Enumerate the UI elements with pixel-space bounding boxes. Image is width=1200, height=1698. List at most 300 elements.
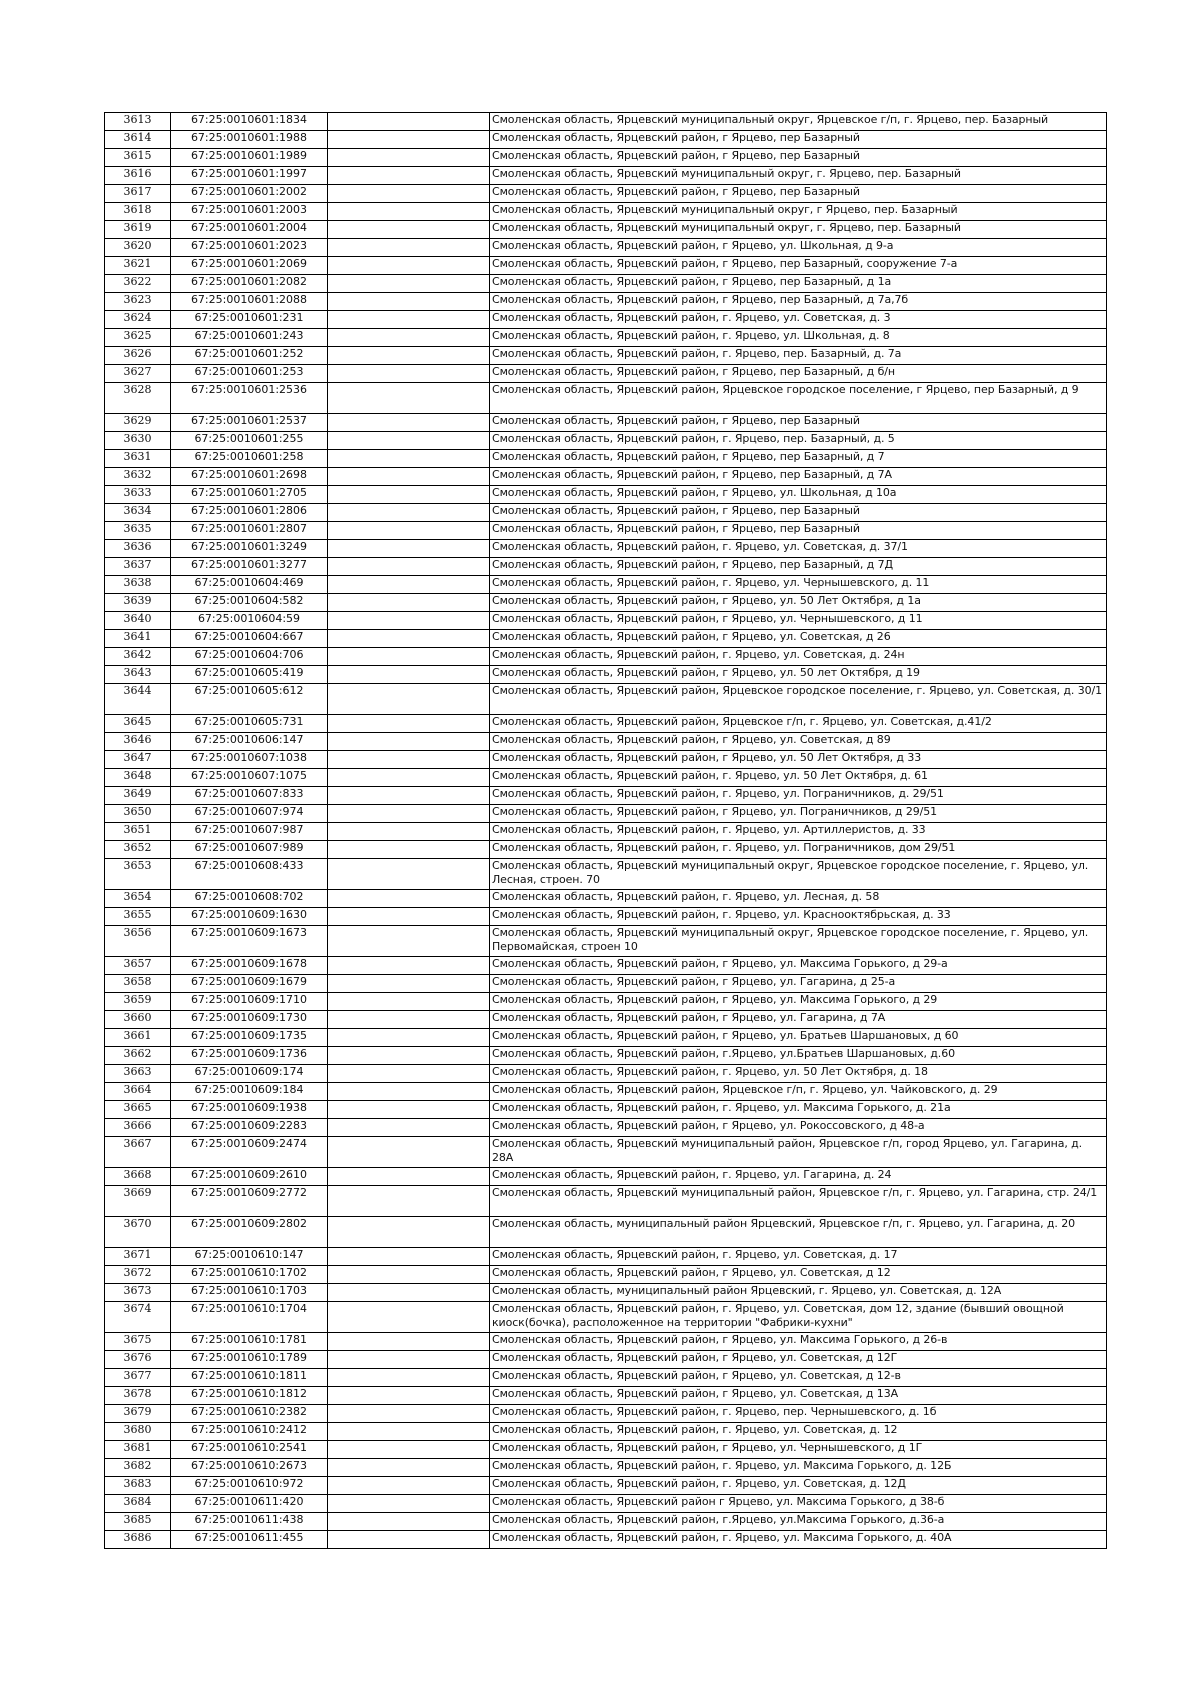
row-number-cell: 3671 bbox=[105, 1248, 171, 1266]
empty-cell bbox=[328, 957, 490, 975]
empty-cell bbox=[328, 257, 490, 275]
table-row bbox=[105, 715, 1107, 733]
empty-cell bbox=[328, 733, 490, 751]
table-row bbox=[105, 1477, 1107, 1495]
row-number-cell: 3637 bbox=[105, 558, 171, 576]
address-cell: Смоленская область, Ярцевский район, г Ярцево, пер Базарный, д б/н bbox=[490, 365, 1107, 383]
cadastral-number-cell: 67:25:0010601:253 bbox=[171, 365, 328, 383]
empty-cell bbox=[328, 1047, 490, 1065]
address-cell: Смоленская область, Ярцевский муниципальный округ, г. Ярцево, пер. Базарный bbox=[490, 167, 1107, 185]
row-number-cell: 3668 bbox=[105, 1168, 171, 1186]
table-row bbox=[105, 1047, 1107, 1065]
row-number-cell: 3662 bbox=[105, 1047, 171, 1065]
row-number-cell: 3654 bbox=[105, 890, 171, 908]
empty-cell bbox=[328, 1217, 490, 1248]
address-cell: Смоленская область, Ярцевский район г Ярцево, ул. Максима Горького, д 38-б bbox=[490, 1495, 1107, 1513]
row-number-cell: 3645 bbox=[105, 715, 171, 733]
address-cell: Смоленская область, Ярцевский район, г Ярцево, ул. Советская, д 12 bbox=[490, 1266, 1107, 1284]
row-number-cell: 3617 bbox=[105, 185, 171, 203]
address-cell: Смоленская область, Ярцевский район, г Ярцево, ул. Рокоссовского, д 48-а bbox=[490, 1119, 1107, 1137]
row-number-cell: 3684 bbox=[105, 1495, 171, 1513]
empty-cell bbox=[328, 486, 490, 504]
cadastral-number-cell: 67:25:0010607:989 bbox=[171, 841, 328, 859]
empty-cell bbox=[328, 1369, 490, 1387]
empty-cell bbox=[328, 365, 490, 383]
table-row bbox=[105, 1065, 1107, 1083]
address-cell: Смоленская область, Ярцевский район, Ярцевское г/п, г. Ярцево, ул. Чайковского, д. 29 bbox=[490, 1083, 1107, 1101]
address-cell: Смоленская область, Ярцевский район, г Ярцево, ул. Чернышевского, д 1Г bbox=[490, 1441, 1107, 1459]
address-cell: Смоленская область, Ярцевский муниципальный округ, Ярцевское городское поселение, г. Ярцево, ул. Лесная, строен. 70 bbox=[490, 859, 1107, 890]
address-cell: Смоленская область, Ярцевский район, г Ярцево, ул. Советская, д 12-в bbox=[490, 1369, 1107, 1387]
empty-cell bbox=[328, 1119, 490, 1137]
cadastral-number-cell: 67:25:0010610:1703 bbox=[171, 1284, 328, 1302]
row-number-cell: 3658 bbox=[105, 975, 171, 993]
empty-cell bbox=[328, 414, 490, 432]
empty-cell bbox=[328, 1513, 490, 1531]
address-cell: Смоленская область, Ярцевский район, г Ярцево, ул. 50 Лет Октября, д 33 bbox=[490, 751, 1107, 769]
empty-cell bbox=[328, 1302, 490, 1333]
cadastral-number-cell: 67:25:0010610:1702 bbox=[171, 1266, 328, 1284]
empty-cell bbox=[328, 383, 490, 414]
empty-cell bbox=[328, 1186, 490, 1217]
cadastral-number-cell: 67:25:0010601:1834 bbox=[171, 113, 328, 131]
table-row bbox=[105, 329, 1107, 347]
cadastral-number-cell: 67:25:0010601:1997 bbox=[171, 167, 328, 185]
cadastral-number-cell: 67:25:0010608:702 bbox=[171, 890, 328, 908]
cadastral-number-cell: 67:25:0010609:2772 bbox=[171, 1186, 328, 1217]
empty-cell bbox=[328, 203, 490, 221]
table-row bbox=[105, 1369, 1107, 1387]
row-number-cell: 3675 bbox=[105, 1333, 171, 1351]
cadastral-number-cell: 67:25:0010610:2673 bbox=[171, 1459, 328, 1477]
table-row bbox=[105, 666, 1107, 684]
cadastral-number-cell: 67:25:0010601:2806 bbox=[171, 504, 328, 522]
address-cell: Смоленская область, Ярцевский район, г Ярцево, ул. Братьев Шаршановых, д 60 bbox=[490, 1029, 1107, 1047]
address-cell: Смоленская область, Ярцевский район, г Ярцево, ул. Максима Горького, д 29 bbox=[490, 993, 1107, 1011]
table-row bbox=[105, 275, 1107, 293]
empty-cell bbox=[328, 1137, 490, 1168]
cadastral-number-cell: 67:25:0010601:2069 bbox=[171, 257, 328, 275]
cadastral-number-cell: 67:25:0010609:1678 bbox=[171, 957, 328, 975]
cadastral-number-cell: 67:25:0010604:706 bbox=[171, 648, 328, 666]
empty-cell bbox=[328, 221, 490, 239]
table-row bbox=[105, 1168, 1107, 1186]
empty-cell bbox=[328, 1477, 490, 1495]
cadastral-number-cell: 67:25:0010605:731 bbox=[171, 715, 328, 733]
table-row bbox=[105, 1405, 1107, 1423]
cadastral-number-cell: 67:25:0010610:2412 bbox=[171, 1423, 328, 1441]
table-row bbox=[105, 1423, 1107, 1441]
row-number-cell: 3639 bbox=[105, 594, 171, 612]
cadastral-number-cell: 67:25:0010611:455 bbox=[171, 1531, 328, 1549]
cadastral-number-cell: 67:25:0010607:1075 bbox=[171, 769, 328, 787]
cadastral-number-cell: 67:25:0010604:582 bbox=[171, 594, 328, 612]
empty-cell bbox=[328, 432, 490, 450]
table-row bbox=[105, 630, 1107, 648]
table-row bbox=[105, 975, 1107, 993]
row-number-cell: 3677 bbox=[105, 1369, 171, 1387]
address-cell: Смоленская область, Ярцевский район, г Ярцево, ул. Максима Горького, д 29-а bbox=[490, 957, 1107, 975]
empty-cell bbox=[328, 558, 490, 576]
table-row bbox=[105, 1441, 1107, 1459]
row-number-cell: 3661 bbox=[105, 1029, 171, 1047]
empty-cell bbox=[328, 347, 490, 365]
empty-cell bbox=[328, 468, 490, 486]
row-number-cell: 3679 bbox=[105, 1405, 171, 1423]
row-number-cell: 3653 bbox=[105, 859, 171, 890]
row-number-cell: 3655 bbox=[105, 908, 171, 926]
address-cell: Смоленская область, Ярцевский муниципальный округ, г Ярцево, пер. Базарный bbox=[490, 203, 1107, 221]
cadastral-number-cell: 67:25:0010601:252 bbox=[171, 347, 328, 365]
table-row bbox=[105, 450, 1107, 468]
address-cell: Смоленская область, Ярцевский район, г. Ярцево, пер. Базарный, д. 7а bbox=[490, 347, 1107, 365]
empty-cell bbox=[328, 1083, 490, 1101]
address-cell: Смоленская область, муниципальный район Ярцевский, г. Ярцево, ул. Советская, д. 12А bbox=[490, 1284, 1107, 1302]
cadastral-number-cell: 67:25:0010609:1630 bbox=[171, 908, 328, 926]
cadastral-number-cell: 67:25:0010609:174 bbox=[171, 1065, 328, 1083]
address-cell: Смоленская область, Ярцевский район, Ярцевское городское поселение, г Ярцево, пер Базарный, д 9 bbox=[490, 383, 1107, 414]
row-number-cell: 3635 bbox=[105, 522, 171, 540]
cadastral-number-cell: 67:25:0010611:438 bbox=[171, 1513, 328, 1531]
row-number-cell: 3648 bbox=[105, 769, 171, 787]
table-row bbox=[105, 1387, 1107, 1405]
table-row bbox=[105, 540, 1107, 558]
cadastral-number-cell: 67:25:0010608:433 bbox=[171, 859, 328, 890]
row-number-cell: 3614 bbox=[105, 131, 171, 149]
table-row bbox=[105, 1186, 1107, 1217]
address-cell: Смоленская область, Ярцевский район, г Ярцево, ул. Советская, д 12Г bbox=[490, 1351, 1107, 1369]
empty-cell bbox=[328, 1459, 490, 1477]
address-cell: Смоленская область, Ярцевский муниципальный округ, Ярцевское городское поселение, г. Ярцево, ул. Первомайская, строен 10 bbox=[490, 926, 1107, 957]
row-number-cell: 3625 bbox=[105, 329, 171, 347]
table-row bbox=[105, 594, 1107, 612]
address-cell: Смоленская область, Ярцевский район, г. Ярцево, ул. Максима Горького, д. 21а bbox=[490, 1101, 1107, 1119]
cadastral-number-cell: 67:25:0010601:2536 bbox=[171, 383, 328, 414]
empty-cell bbox=[328, 311, 490, 329]
cadastral-number-cell: 67:25:0010601:258 bbox=[171, 450, 328, 468]
row-number-cell: 3680 bbox=[105, 1423, 171, 1441]
address-cell: Смоленская область, Ярцевский район, г Ярцево, ул. Советская, д 26 bbox=[490, 630, 1107, 648]
empty-cell bbox=[328, 612, 490, 630]
cadastral-number-cell: 67:25:0010607:987 bbox=[171, 823, 328, 841]
row-number-cell: 3636 bbox=[105, 540, 171, 558]
table-row bbox=[105, 957, 1107, 975]
cadastral-number-cell: 67:25:0010609:2283 bbox=[171, 1119, 328, 1137]
empty-cell bbox=[328, 630, 490, 648]
row-number-cell: 3667 bbox=[105, 1137, 171, 1168]
empty-cell bbox=[328, 1423, 490, 1441]
address-cell: Смоленская область, Ярцевский муниципальный район, Ярцевское г/п, город Ярцево, ул. Гагарина, д. 28А bbox=[490, 1137, 1107, 1168]
empty-cell bbox=[328, 890, 490, 908]
table-row bbox=[105, 1011, 1107, 1029]
row-number-cell: 3656 bbox=[105, 926, 171, 957]
empty-cell bbox=[328, 666, 490, 684]
table-row bbox=[105, 131, 1107, 149]
cadastral-number-cell: 67:25:0010601:3249 bbox=[171, 540, 328, 558]
table-row bbox=[105, 841, 1107, 859]
row-number-cell: 3649 bbox=[105, 787, 171, 805]
empty-cell bbox=[328, 576, 490, 594]
empty-cell bbox=[328, 769, 490, 787]
address-cell: Смоленская область, Ярцевский район, г Ярцево, пер Базарный bbox=[490, 131, 1107, 149]
empty-cell bbox=[328, 1101, 490, 1119]
table-row bbox=[105, 612, 1107, 630]
table-row bbox=[105, 1101, 1107, 1119]
empty-cell bbox=[328, 648, 490, 666]
address-cell: Смоленская область, Ярцевский муниципальный район, Ярцевское г/п, г. Ярцево, ул. Гагарина, стр. 24/1 bbox=[490, 1186, 1107, 1217]
cadastral-number-cell: 67:25:0010601:1989 bbox=[171, 149, 328, 167]
table-row bbox=[105, 221, 1107, 239]
cadastral-number-cell: 67:25:0010609:184 bbox=[171, 1083, 328, 1101]
cadastral-number-cell: 67:25:0010605:612 bbox=[171, 684, 328, 715]
address-cell: Смоленская область, Ярцевский район, г Ярцево, пер Базарный, д 1а bbox=[490, 275, 1107, 293]
row-number-cell: 3616 bbox=[105, 167, 171, 185]
table-row bbox=[105, 522, 1107, 540]
cadastral-number-cell: 67:25:0010610:1781 bbox=[171, 1333, 328, 1351]
table-row bbox=[105, 926, 1107, 957]
row-number-cell: 3644 bbox=[105, 684, 171, 715]
address-cell: Смоленская область, Ярцевский район, г. Ярцево, ул. Советская, д. 17 bbox=[490, 1248, 1107, 1266]
row-number-cell: 3682 bbox=[105, 1459, 171, 1477]
cadastral-number-cell: 67:25:0010610:1704 bbox=[171, 1302, 328, 1333]
address-cell: Смоленская область, Ярцевский район, г Ярцево, ул. Гагарина, д 7А bbox=[490, 1011, 1107, 1029]
address-cell: Смоленская область, Ярцевский район, г Ярцево, пер Базарный, д 7А bbox=[490, 468, 1107, 486]
address-cell: Смоленская область, Ярцевский район, г Ярцево, ул. Максима Горького, д 26-в bbox=[490, 1333, 1107, 1351]
empty-cell bbox=[328, 1011, 490, 1029]
address-cell: Смоленская область, Ярцевский район, г. Ярцево, ул. Максима Горького, д. 40А bbox=[490, 1531, 1107, 1549]
empty-cell bbox=[328, 149, 490, 167]
row-number-cell: 3641 bbox=[105, 630, 171, 648]
table-row bbox=[105, 1302, 1107, 1333]
cadastral-number-cell: 67:25:0010609:1679 bbox=[171, 975, 328, 993]
address-cell: Смоленская область, Ярцевский район, г. Ярцево, ул. Советская, д. 3 bbox=[490, 311, 1107, 329]
cadastral-number-cell: 67:25:0010601:2003 bbox=[171, 203, 328, 221]
cadastral-number-cell: 67:25:0010601:255 bbox=[171, 432, 328, 450]
cadastral-number-cell: 67:25:0010601:2023 bbox=[171, 239, 328, 257]
row-number-cell: 3678 bbox=[105, 1387, 171, 1405]
row-number-cell: 3631 bbox=[105, 450, 171, 468]
empty-cell bbox=[328, 1405, 490, 1423]
table-row bbox=[105, 859, 1107, 890]
empty-cell bbox=[328, 684, 490, 715]
row-number-cell: 3629 bbox=[105, 414, 171, 432]
row-number-cell: 3622 bbox=[105, 275, 171, 293]
cadastral-number-cell: 67:25:0010609:2610 bbox=[171, 1168, 328, 1186]
address-cell: Смоленская область, Ярцевский район, г. Ярцево, ул. Советская, дом 12, здание (бывший овощной киоск(бочка), расположенное на территории "Фабрики-кухни" bbox=[490, 1302, 1107, 1333]
empty-cell bbox=[328, 131, 490, 149]
empty-cell bbox=[328, 594, 490, 612]
table-row bbox=[105, 1248, 1107, 1266]
table-row bbox=[105, 787, 1107, 805]
address-cell: Смоленская область, Ярцевский район, г Ярцево, пер Базарный bbox=[490, 149, 1107, 167]
address-cell: Смоленская область, Ярцевский район, г. Ярцево, ул. Советская, д. 12Д bbox=[490, 1477, 1107, 1495]
cadastral-number-cell: 67:25:0010604:667 bbox=[171, 630, 328, 648]
row-number-cell: 3683 bbox=[105, 1477, 171, 1495]
address-cell: Смоленская область, Ярцевский район, г. Ярцево, ул. Гагарина, д. 24 bbox=[490, 1168, 1107, 1186]
empty-cell bbox=[328, 185, 490, 203]
row-number-cell: 3681 bbox=[105, 1441, 171, 1459]
cadastral-number-cell: 67:25:0010611:420 bbox=[171, 1495, 328, 1513]
table-row bbox=[105, 365, 1107, 383]
table-row bbox=[105, 1531, 1107, 1549]
address-cell: Смоленская область, Ярцевский район, г Ярцево, пер Базарный, д 7а,7б bbox=[490, 293, 1107, 311]
table-row bbox=[105, 185, 1107, 203]
address-cell: Смоленская область, Ярцевский район, г.Ярцево, ул.Братьев Шаршановых, д.60 bbox=[490, 1047, 1107, 1065]
address-cell: Смоленская область, Ярцевский район, г. Ярцево, ул. Советская, д. 12 bbox=[490, 1423, 1107, 1441]
empty-cell bbox=[328, 823, 490, 841]
table-row bbox=[105, 1351, 1107, 1369]
address-cell: Смоленская область, Ярцевский район, г. Ярцево, ул. Лесная, д. 58 bbox=[490, 890, 1107, 908]
address-cell: Смоленская область, Ярцевский район, г. Ярцево, ул. Школьная, д. 8 bbox=[490, 329, 1107, 347]
cadastral-number-cell: 67:25:0010601:231 bbox=[171, 311, 328, 329]
empty-cell bbox=[328, 522, 490, 540]
row-number-cell: 3620 bbox=[105, 239, 171, 257]
address-cell: Смоленская область, Ярцевский район, г Ярцево, ул. Гагарина, д 25-а bbox=[490, 975, 1107, 993]
cadastral-number-cell: 67:25:0010607:833 bbox=[171, 787, 328, 805]
empty-cell bbox=[328, 1387, 490, 1405]
address-cell: Смоленская область, Ярцевский район, г Ярцево, пер Базарный bbox=[490, 504, 1107, 522]
table-row bbox=[105, 1495, 1107, 1513]
cadastral-number-cell: 67:25:0010604:469 bbox=[171, 576, 328, 594]
address-cell: Смоленская область, Ярцевский район, г Ярцево, ул. Чернышевского, д 11 bbox=[490, 612, 1107, 630]
row-number-cell: 3663 bbox=[105, 1065, 171, 1083]
cadastral-number-cell: 67:25:0010601:2698 bbox=[171, 468, 328, 486]
address-cell: Смоленская область, Ярцевский муниципальный округ, Ярцевское г/п, г. Ярцево, пер. Базарный bbox=[490, 113, 1107, 131]
cadastral-number-cell: 67:25:0010609:1730 bbox=[171, 1011, 328, 1029]
empty-cell bbox=[328, 1531, 490, 1549]
row-number-cell: 3640 bbox=[105, 612, 171, 630]
address-cell: Смоленская область, Ярцевский район, г. Ярцево, ул. Пограничников, д. 29/51 bbox=[490, 787, 1107, 805]
table-row bbox=[105, 257, 1107, 275]
cadastral-number-cell: 67:25:0010601:2002 bbox=[171, 185, 328, 203]
empty-cell bbox=[328, 275, 490, 293]
row-number-cell: 3672 bbox=[105, 1266, 171, 1284]
row-number-cell: 3659 bbox=[105, 993, 171, 1011]
row-number-cell: 3646 bbox=[105, 733, 171, 751]
row-number-cell: 3657 bbox=[105, 957, 171, 975]
row-number-cell: 3664 bbox=[105, 1083, 171, 1101]
address-cell: Смоленская область, Ярцевский район, г. Ярцево, ул. Краснооктябрьская, д. 33 bbox=[490, 908, 1107, 926]
cadastral-number-cell: 67:25:0010604:59 bbox=[171, 612, 328, 630]
table-row bbox=[105, 414, 1107, 432]
row-number-cell: 3623 bbox=[105, 293, 171, 311]
empty-cell bbox=[328, 805, 490, 823]
address-cell: Смоленская область, Ярцевский район, г Ярцево, пер Базарный bbox=[490, 414, 1107, 432]
address-cell: Смоленская область, Ярцевский район, г. Ярцево, пер. Базарный, д. 5 bbox=[490, 432, 1107, 450]
table-row bbox=[105, 347, 1107, 365]
row-number-cell: 3676 bbox=[105, 1351, 171, 1369]
address-cell: Смоленская область, Ярцевский район, г Ярцево, ул. 50 лет Октября, д 19 bbox=[490, 666, 1107, 684]
row-number-cell: 3665 bbox=[105, 1101, 171, 1119]
row-number-cell: 3686 bbox=[105, 1531, 171, 1549]
row-number-cell: 3628 bbox=[105, 383, 171, 414]
row-number-cell: 3651 bbox=[105, 823, 171, 841]
empty-cell bbox=[328, 540, 490, 558]
row-number-cell: 3670 bbox=[105, 1217, 171, 1248]
row-number-cell: 3666 bbox=[105, 1119, 171, 1137]
cadastral-number-cell: 67:25:0010609:1710 bbox=[171, 993, 328, 1011]
row-number-cell: 3621 bbox=[105, 257, 171, 275]
address-cell: Смоленская область, Ярцевский район, г. Ярцево, пер. Чернышевского, д. 1б bbox=[490, 1405, 1107, 1423]
empty-cell bbox=[328, 859, 490, 890]
table-row bbox=[105, 1459, 1107, 1477]
empty-cell bbox=[328, 975, 490, 993]
address-cell: Смоленская область, Ярцевский район, г Ярцево, пер Базарный, д 7Д bbox=[490, 558, 1107, 576]
cadastral-number-cell: 67:25:0010601:2807 bbox=[171, 522, 328, 540]
address-cell: Смоленская область, Ярцевский район, г Ярцево, ул. Пограничников, д 29/51 bbox=[490, 805, 1107, 823]
row-number-cell: 3660 bbox=[105, 1011, 171, 1029]
table-row bbox=[105, 1266, 1107, 1284]
row-number-cell: 3673 bbox=[105, 1284, 171, 1302]
row-number-cell: 3638 bbox=[105, 576, 171, 594]
cadastral-number-cell: 67:25:0010607:974 bbox=[171, 805, 328, 823]
empty-cell bbox=[328, 293, 490, 311]
cadastral-number-cell: 67:25:0010601:2088 bbox=[171, 293, 328, 311]
table-row bbox=[105, 1284, 1107, 1302]
empty-cell bbox=[328, 1333, 490, 1351]
row-number-cell: 3632 bbox=[105, 468, 171, 486]
cadastral-number-cell: 67:25:0010601:243 bbox=[171, 329, 328, 347]
cadastral-number-cell: 67:25:0010610:147 bbox=[171, 1248, 328, 1266]
table-row bbox=[105, 576, 1107, 594]
cadastral-number-cell: 67:25:0010601:2537 bbox=[171, 414, 328, 432]
cadastral-number-cell: 67:25:0010606:147 bbox=[171, 733, 328, 751]
row-number-cell: 3642 bbox=[105, 648, 171, 666]
empty-cell bbox=[328, 993, 490, 1011]
table-row bbox=[105, 432, 1107, 450]
cadastral-number-cell: 67:25:0010609:2802 bbox=[171, 1217, 328, 1248]
empty-cell bbox=[328, 751, 490, 769]
row-number-cell: 3619 bbox=[105, 221, 171, 239]
row-number-cell: 3627 bbox=[105, 365, 171, 383]
empty-cell bbox=[328, 1351, 490, 1369]
row-number-cell: 3669 bbox=[105, 1186, 171, 1217]
cadastral-number-cell: 67:25:0010601:2004 bbox=[171, 221, 328, 239]
table-row bbox=[105, 558, 1107, 576]
address-cell: Смоленская область, муниципальный район Ярцевский, Ярцевское г/п, г. Ярцево, ул. Гагарина, д. 20 bbox=[490, 1217, 1107, 1248]
table-row bbox=[105, 823, 1107, 841]
cadastral-number-cell: 67:25:0010610:2382 bbox=[171, 1405, 328, 1423]
row-number-cell: 3652 bbox=[105, 841, 171, 859]
address-cell: Смоленская область, Ярцевский район, г. Ярцево, ул. Максима Горького, д. 12Б bbox=[490, 1459, 1107, 1477]
empty-cell bbox=[328, 329, 490, 347]
empty-cell bbox=[328, 1065, 490, 1083]
table-row bbox=[105, 1137, 1107, 1168]
cadastral-number-cell: 67:25:0010609:1736 bbox=[171, 1047, 328, 1065]
cadastral-number-cell: 67:25:0010609:1673 bbox=[171, 926, 328, 957]
row-number-cell: 3650 bbox=[105, 805, 171, 823]
register-table-body bbox=[105, 113, 1107, 1549]
address-cell: Смоленская область, Ярцевский район, г Ярцево, ул. Советская, д 13А bbox=[490, 1387, 1107, 1405]
table-row bbox=[105, 769, 1107, 787]
cadastral-number-cell: 67:25:0010609:2474 bbox=[171, 1137, 328, 1168]
empty-cell bbox=[328, 1248, 490, 1266]
address-cell: Смоленская область, Ярцевский район, г. Ярцево, ул. Артиллеристов, д. 33 bbox=[490, 823, 1107, 841]
table-row bbox=[105, 1333, 1107, 1351]
empty-cell bbox=[328, 450, 490, 468]
row-number-cell: 3674 bbox=[105, 1302, 171, 1333]
cadastral-number-cell: 67:25:0010610:1789 bbox=[171, 1351, 328, 1369]
empty-cell bbox=[328, 239, 490, 257]
empty-cell bbox=[328, 1266, 490, 1284]
empty-cell bbox=[328, 1441, 490, 1459]
empty-cell bbox=[328, 908, 490, 926]
empty-cell bbox=[328, 1284, 490, 1302]
empty-cell bbox=[328, 841, 490, 859]
address-cell: Смоленская область, Ярцевский район, г Ярцево, ул. Школьная, д 10а bbox=[490, 486, 1107, 504]
cadastral-number-cell: 67:25:0010610:2541 bbox=[171, 1441, 328, 1459]
cadastral-number-cell: 67:25:0010601:2082 bbox=[171, 275, 328, 293]
